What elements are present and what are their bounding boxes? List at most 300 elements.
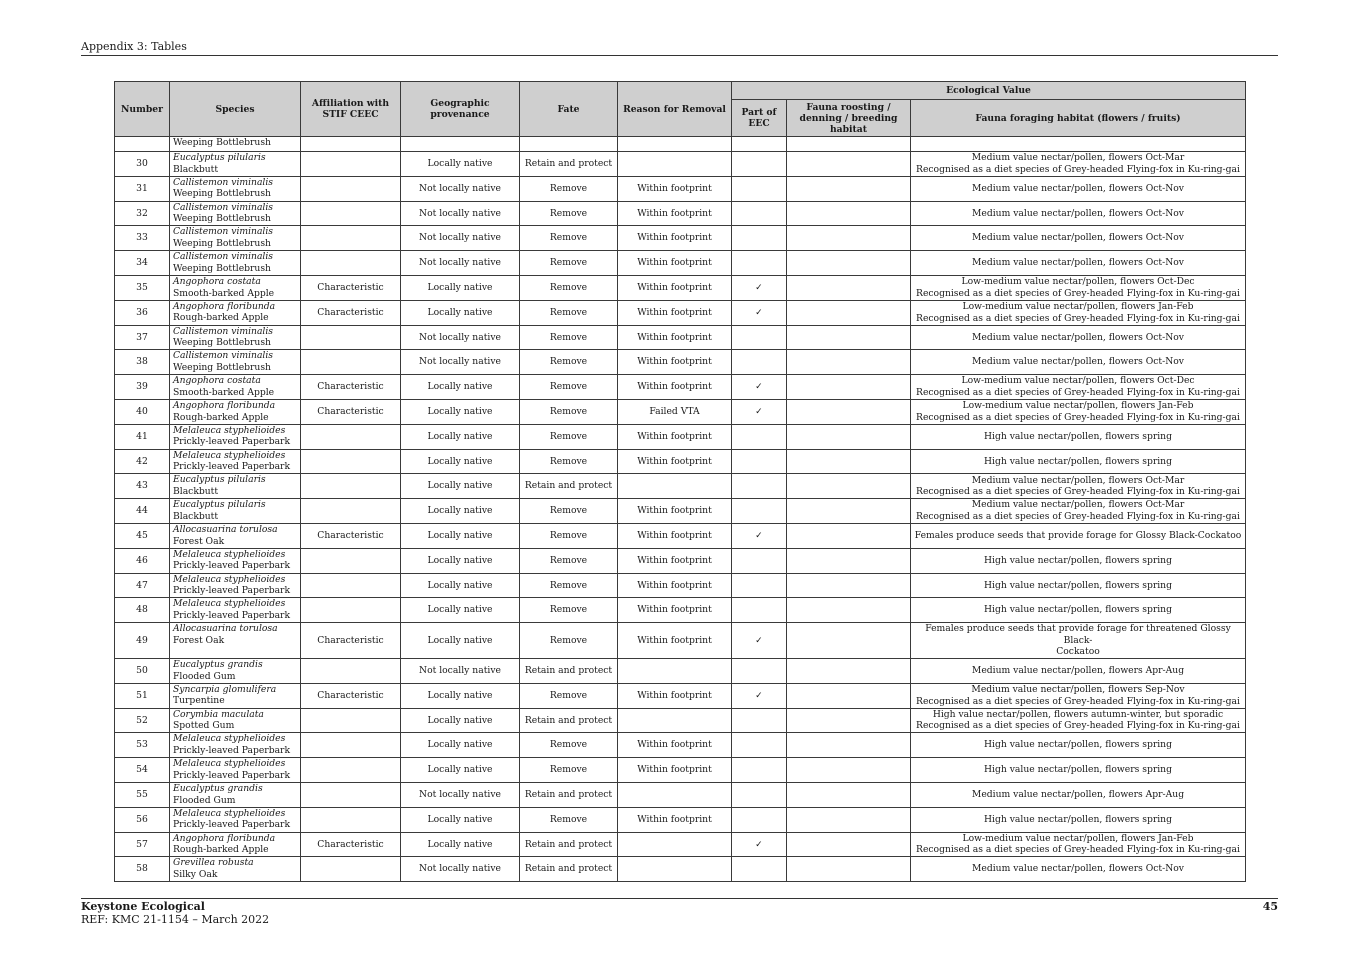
species-scientific-name: Angophora costata — [173, 375, 261, 387]
cell-roosting — [787, 782, 911, 807]
cell-eec-checkmark — [732, 733, 787, 758]
species-common-name: Prickly-leaved Paperbark — [173, 769, 291, 781]
foraging-line: Medium value nectar/pollen, flowers Oct-Mar — [971, 152, 1185, 164]
cell-roosting — [787, 658, 911, 683]
cell-roosting — [787, 226, 911, 251]
table-header — [115, 82, 1246, 137]
cell-affiliation — [301, 598, 401, 623]
table-row — [115, 325, 1246, 350]
cell-foraging — [911, 807, 1246, 832]
cell-fate: Retain and protect — [520, 782, 618, 807]
table-row — [115, 807, 1246, 832]
table-row — [115, 658, 1246, 683]
cell-eec-checkmark — [732, 573, 787, 598]
col-provenance-header: Geographic provenance — [401, 82, 520, 137]
foraging-line: Recognised as a diet species of Grey-headed Flying-fox in Ku-ring-gai — [916, 844, 1240, 856]
species-common-name: Smooth-barked Apple — [173, 287, 275, 299]
cell-foraging — [911, 573, 1246, 598]
species-common-name: Blackbutt — [173, 510, 219, 522]
foraging-line: Low-medium value nectar/pollen, flowers Jan-Feb — [962, 832, 1194, 844]
cell-species — [170, 683, 301, 708]
table-row — [115, 449, 1246, 474]
cell-species — [170, 424, 301, 449]
cell-provenance: Not locally native — [401, 176, 520, 201]
cell-reason — [618, 832, 732, 857]
cell-number: 45 — [115, 523, 170, 548]
species-common-name: Turpentine — [173, 695, 225, 707]
species-common-name: Weeping Bottlebrush — [173, 337, 271, 349]
cell-provenance: Locally native — [401, 399, 520, 424]
cell-affiliation — [301, 325, 401, 350]
cell-eec-checkmark — [732, 598, 787, 623]
cell-provenance: Locally native — [401, 598, 520, 623]
cell-affiliation — [301, 782, 401, 807]
species-common-name: Prickly-leaved Paperbark — [173, 609, 291, 621]
cell-fate: Remove — [520, 523, 618, 548]
species-scientific-name: Eucalyptus grandis — [173, 658, 263, 670]
species-common-name: Rough-barked Apple — [173, 411, 269, 423]
species-scientific-name: Eucalyptus pilularis — [173, 474, 266, 486]
cell-species — [170, 226, 301, 251]
cell-reason — [618, 708, 732, 733]
cell-species — [170, 251, 301, 276]
cell-eec-checkmark — [732, 782, 787, 807]
cell-roosting — [787, 807, 911, 832]
cell-reason: Within footprint — [618, 275, 732, 300]
cell-foraging — [911, 275, 1246, 300]
cell-fate: Remove — [520, 548, 618, 573]
cell-eec-checkmark — [732, 499, 787, 524]
cell-fate: Remove — [520, 598, 618, 623]
cell-eec-checkmark — [732, 548, 787, 573]
cell-number: 34 — [115, 251, 170, 276]
cell-number: 50 — [115, 658, 170, 683]
cell-fate: Remove — [520, 573, 618, 598]
col-roosting-header: Fauna roosting / denning / breeding habitat — [787, 100, 911, 137]
cell-provenance: Not locally native — [401, 201, 520, 226]
cell-species — [170, 548, 301, 573]
species-common-name: Blackbutt — [173, 163, 219, 175]
cell-roosting — [787, 399, 911, 424]
cell-species — [170, 523, 301, 548]
foraging-line: Medium value nectar/pollen, flowers Oct-Nov — [972, 356, 1184, 368]
cell-foraging — [911, 623, 1246, 659]
cell-fate: Remove — [520, 325, 618, 350]
col-fate-header: Fate — [520, 82, 618, 137]
cell-roosting — [787, 449, 911, 474]
cell-eec-checkmark — [732, 201, 787, 226]
cell-reason: Within footprint — [618, 325, 732, 350]
cell-number: 54 — [115, 758, 170, 783]
cell-fate: Remove — [520, 226, 618, 251]
cell-provenance: Locally native — [401, 499, 520, 524]
foraging-line: Medium value nectar/pollen, flowers Apr-Aug — [971, 789, 1185, 800]
cell-foraging — [911, 325, 1246, 350]
species-common-name: Forest Oak — [173, 634, 225, 646]
foraging-line: Females produce seeds that provide forage for Glossy Black-Cockatoo — [914, 530, 1242, 542]
foraging-line: Recognised as a diet species of Grey-headed Flying-fox in Ku-ring-gai — [916, 695, 1240, 707]
cell-provenance: Locally native — [401, 152, 520, 177]
cell-roosting — [787, 523, 911, 548]
cell-affiliation — [301, 152, 401, 177]
table-row — [115, 573, 1246, 598]
cell-provenance: Locally native — [401, 375, 520, 400]
cell-affiliation: Characteristic — [301, 683, 401, 708]
cell-species — [170, 708, 301, 733]
table-row — [115, 474, 1246, 499]
cell-fate: Remove — [520, 399, 618, 424]
footer-company: Keystone Ecological — [81, 900, 205, 913]
table-row — [115, 733, 1246, 758]
cell-number: 48 — [115, 598, 170, 623]
cell-reason — [618, 658, 732, 683]
cell-eec-checkmark — [732, 449, 787, 474]
table-body — [115, 137, 1246, 882]
cell-provenance: Locally native — [401, 424, 520, 449]
cell-roosting — [787, 708, 911, 733]
cell-eec-checkmark: ✓ — [732, 683, 787, 708]
tree-assessment-table — [114, 81, 1246, 882]
table-row — [115, 758, 1246, 783]
cell-affiliation — [301, 424, 401, 449]
species-common-name: Rough-barked Apple — [173, 844, 269, 856]
cell-provenance: Not locally native — [401, 251, 520, 276]
col-eec-header: Part of EEC — [732, 100, 787, 137]
cell-fate: Remove — [520, 449, 618, 474]
cell-reason: Within footprint — [618, 548, 732, 573]
cell-roosting — [787, 201, 911, 226]
foraging-line: Recognised as a diet species of Grey-headed Flying-fox in Ku-ring-gai — [916, 287, 1240, 299]
species-scientific-name: Melaleuca styphelioides — [173, 598, 286, 610]
cell-reason: Within footprint — [618, 807, 732, 832]
cell-roosting — [787, 251, 911, 276]
species-scientific-name: Melaleuca styphelioides — [173, 573, 286, 585]
cell-number: 57 — [115, 832, 170, 857]
page-header: Appendix 3: Tables — [81, 40, 187, 53]
table-row — [115, 251, 1246, 276]
foraging-line: Low-medium value nectar/pollen, flowers Jan-Feb — [962, 400, 1194, 412]
cell-provenance: Locally native — [401, 758, 520, 783]
cell-foraging — [911, 449, 1246, 474]
foraging-line: Medium value nectar/pollen, flowers Oct-Nov — [972, 331, 1184, 343]
col-foraging-header: Fauna foraging habitat (flowers / fruits) — [911, 100, 1246, 137]
cell-species — [170, 399, 301, 424]
cell-provenance: Locally native — [401, 623, 520, 659]
species-common-name: Prickly-leaved Paperbark — [173, 560, 291, 572]
cell-affiliation — [301, 708, 401, 733]
species-scientific-name: Melaleuca styphelioides — [173, 548, 286, 560]
foraging-line: Recognised as a diet species of Grey-headed Flying-fox in Ku-ring-gai — [916, 411, 1240, 423]
cell-species — [170, 201, 301, 226]
cell-number: 43 — [115, 474, 170, 499]
cell-reason: Within footprint — [618, 683, 732, 708]
cell-roosting — [787, 176, 911, 201]
cell-roosting — [787, 375, 911, 400]
cell-species — [170, 375, 301, 400]
cell-affiliation — [301, 857, 401, 882]
cell-foraging — [911, 176, 1246, 201]
foraging-line: Recognised as a diet species of Grey-headed Flying-fox in Ku-ring-gai — [916, 312, 1240, 324]
cell-foraging — [911, 832, 1246, 857]
cell-eec-checkmark — [732, 474, 787, 499]
cell-affiliation: Characteristic — [301, 832, 401, 857]
foraging-line: Medium value nectar/pollen, flowers Sep-Nov — [971, 684, 1185, 696]
cell-species — [170, 152, 301, 177]
foraging-line: High value nectar/pollen, flowers spring — [984, 455, 1172, 467]
cell-number: 44 — [115, 499, 170, 524]
cell-species — [170, 137, 301, 152]
cell-affiliation — [301, 499, 401, 524]
cell-provenance: Not locally native — [401, 857, 520, 882]
species-scientific-name: Eucalyptus pilularis — [173, 152, 266, 163]
cell-reason: Within footprint — [618, 350, 732, 375]
cell-fate: Remove — [520, 424, 618, 449]
cell-affiliation: Characteristic — [301, 399, 401, 424]
cell-provenance: Not locally native — [401, 350, 520, 375]
species-common-name: Forest Oak — [173, 535, 225, 547]
cell-foraging — [911, 598, 1246, 623]
cell-number: 47 — [115, 573, 170, 598]
col-affiliation-header: Affiliation with STIF CEEC — [301, 82, 401, 137]
species-common-name: Prickly-leaved Paperbark — [173, 585, 291, 597]
cell-provenance: Not locally native — [401, 782, 520, 807]
species-scientific-name: Melaleuca styphelioides — [173, 733, 286, 745]
cell-roosting — [787, 623, 911, 659]
table-row — [115, 275, 1246, 300]
cell-species — [170, 857, 301, 882]
table-row — [115, 300, 1246, 325]
cell-reason — [618, 857, 732, 882]
cell-species — [170, 832, 301, 857]
cell-affiliation — [301, 658, 401, 683]
cell-fate: Remove — [520, 623, 618, 659]
cell-foraging — [911, 499, 1246, 524]
cell-reason: Within footprint — [618, 176, 732, 201]
cell-fate: Remove — [520, 683, 618, 708]
cell-number: 40 — [115, 399, 170, 424]
cell-affiliation — [301, 807, 401, 832]
cell-reason: Within footprint — [618, 375, 732, 400]
cell-eec-checkmark — [732, 424, 787, 449]
cell-affiliation: Characteristic — [301, 523, 401, 548]
species-scientific-name: Eucalyptus grandis — [173, 782, 263, 794]
species-scientific-name: Callistemon viminalis — [173, 201, 274, 213]
cell-provenance: Locally native — [401, 474, 520, 499]
cell-roosting — [787, 548, 911, 573]
page-number: 45 — [1262, 900, 1278, 913]
cell-roosting — [787, 573, 911, 598]
cell-reason: Within footprint — [618, 623, 732, 659]
cell-provenance: Locally native — [401, 708, 520, 733]
cell-species — [170, 350, 301, 375]
species-common-name: Silky Oak — [173, 868, 218, 880]
cell-provenance: Not locally native — [401, 226, 520, 251]
foraging-line: High value nectar/pollen, flowers spring — [984, 739, 1172, 751]
species-scientific-name: Angophora floribunda — [173, 399, 276, 411]
cell-reason: Within footprint — [618, 523, 732, 548]
species-common-name: Spotted Gum — [173, 720, 235, 732]
cell-number: 55 — [115, 782, 170, 807]
foraging-line: High value nectar/pollen, flowers spring — [984, 813, 1172, 825]
cell-foraging — [911, 399, 1246, 424]
cell-provenance: Locally native — [401, 275, 520, 300]
species-scientific-name: Syncarpia glomulifera — [173, 683, 277, 695]
cell-species — [170, 658, 301, 683]
cell-fate: Retain and protect — [520, 152, 618, 177]
foraging-line: Recognised as a diet species of Grey-headed Flying-fox in Ku-ring-gai — [916, 486, 1240, 498]
cell-affiliation: Characteristic — [301, 623, 401, 659]
cell-provenance: Locally native — [401, 683, 520, 708]
species-scientific-name: Grevillea robusta — [173, 857, 254, 869]
cell-affiliation — [301, 733, 401, 758]
cell-species — [170, 176, 301, 201]
cell-fate: Remove — [520, 499, 618, 524]
foraging-line: Recognised as a diet species of Grey-headed Flying-fox in Ku-ring-gai — [916, 387, 1240, 399]
cell-foraging — [911, 375, 1246, 400]
cell-roosting — [787, 325, 911, 350]
cell-eec-checkmark: ✓ — [732, 623, 787, 659]
cell-provenance: Locally native — [401, 449, 520, 474]
cell-number: 41 — [115, 424, 170, 449]
cell-foraging — [911, 758, 1246, 783]
species-scientific-name: Callistemon viminalis — [173, 176, 274, 188]
cell-reason: Within footprint — [618, 449, 732, 474]
table-row — [115, 548, 1246, 573]
cell-number: 56 — [115, 807, 170, 832]
foraging-line: Medium value nectar/pollen, flowers Oct-Nov — [972, 207, 1184, 219]
cell-fate: Remove — [520, 275, 618, 300]
cell-species — [170, 300, 301, 325]
cell-reason — [618, 782, 732, 807]
cell-roosting — [787, 300, 911, 325]
species-common-name: Weeping Bottlebrush — [173, 237, 271, 249]
cell-number — [115, 137, 170, 152]
foraging-line: High value nectar/pollen, flowers spring — [984, 430, 1172, 442]
species-common-name: Weeping Bottlebrush — [173, 137, 271, 148]
cell-number: 49 — [115, 623, 170, 659]
cell-fate: Retain and protect — [520, 857, 618, 882]
species-common-name: Prickly-leaved Paperbark — [173, 436, 291, 448]
foraging-line: Females produce seeds that provide forage for threatened Glossy Black- — [925, 623, 1231, 646]
cell-fate: Remove — [520, 733, 618, 758]
cell-roosting — [787, 683, 911, 708]
species-common-name: Prickly-leaved Paperbark — [173, 461, 291, 473]
cell-affiliation — [301, 251, 401, 276]
cell-eec-checkmark — [732, 807, 787, 832]
cell-roosting — [787, 598, 911, 623]
foraging-line: High value nectar/pollen, flowers spring — [984, 604, 1172, 616]
table-row — [115, 782, 1246, 807]
cell-provenance: Locally native — [401, 807, 520, 832]
cell-number: 58 — [115, 857, 170, 882]
cell-foraging — [911, 201, 1246, 226]
cell-foraging — [911, 683, 1246, 708]
cell-number: 30 — [115, 152, 170, 177]
cell-fate: Remove — [520, 251, 618, 276]
cell-species — [170, 782, 301, 807]
species-scientific-name: Eucalyptus pilularis — [173, 499, 266, 511]
foraging-line: Recognised as a diet species of Grey-headed Flying-fox in Ku-ring-gai — [916, 720, 1240, 732]
table-row — [115, 152, 1246, 177]
species-common-name: Blackbutt — [173, 485, 219, 497]
cell-fate: Remove — [520, 807, 618, 832]
cell-eec-checkmark: ✓ — [732, 275, 787, 300]
cell-number: 38 — [115, 350, 170, 375]
cell-roosting — [787, 474, 911, 499]
cell-reason: Failed VTA — [618, 399, 732, 424]
cell-species — [170, 325, 301, 350]
cell-species — [170, 474, 301, 499]
cell-foraging — [911, 300, 1246, 325]
cell-reason: Within footprint — [618, 499, 732, 524]
footer — [81, 900, 269, 926]
cell-fate: Retain and protect — [520, 658, 618, 683]
foraging-line: Medium value nectar/pollen, flowers Oct-Nov — [972, 257, 1184, 269]
table-row — [115, 226, 1246, 251]
cell-reason: Within footprint — [618, 300, 732, 325]
foraging-line: Recognised as a diet species of Grey-headed Flying-fox in Ku-ring-gai — [916, 163, 1240, 175]
table-row — [115, 201, 1246, 226]
cell-foraging — [911, 857, 1246, 882]
col-reason-header: Reason for Removal — [618, 82, 732, 137]
cell-number: 35 — [115, 275, 170, 300]
foraging-line: High value nectar/pollen, flowers spring — [984, 554, 1172, 566]
cell-fate: Retain and protect — [520, 832, 618, 857]
cell-affiliation — [301, 758, 401, 783]
species-scientific-name: Callistemon viminalis — [173, 251, 274, 263]
cell-foraging — [911, 424, 1246, 449]
cell-eec-checkmark: ✓ — [732, 375, 787, 400]
foraging-line: Medium value nectar/pollen, flowers Oct-Mar — [971, 499, 1185, 511]
foraging-line: Medium value nectar/pollen, flowers Oct-Nov — [972, 232, 1184, 244]
species-common-name: Weeping Bottlebrush — [173, 213, 271, 225]
cell-affiliation — [301, 474, 401, 499]
col-species-header: Species — [170, 82, 301, 137]
foraging-line: Low-medium value nectar/pollen, flowers Oct-Dec — [961, 375, 1195, 387]
foraging-line: Recognised as a diet species of Grey-headed Flying-fox in Ku-ring-gai — [916, 511, 1240, 523]
foraging-line: Cockatoo — [1056, 646, 1100, 658]
species-common-name: Smooth-barked Apple — [173, 386, 275, 398]
species-scientific-name: Callistemon viminalis — [173, 226, 274, 238]
cell-number: 53 — [115, 733, 170, 758]
cell-provenance: Locally native — [401, 832, 520, 857]
cell-foraging — [911, 226, 1246, 251]
cell-reason: Within footprint — [618, 201, 732, 226]
cell-number: 37 — [115, 325, 170, 350]
species-scientific-name: Allocasuarina torulosa — [173, 523, 278, 535]
cell-affiliation — [301, 449, 401, 474]
foraging-line: High value nectar/pollen, flowers spring — [984, 764, 1172, 776]
cell-provenance: Locally native — [401, 300, 520, 325]
cell-fate: Remove — [520, 375, 618, 400]
table-row — [115, 424, 1246, 449]
cell-roosting — [787, 424, 911, 449]
cell-fate: Retain and protect — [520, 708, 618, 733]
cell-number: 32 — [115, 201, 170, 226]
cell-eec-checkmark: ✓ — [732, 399, 787, 424]
cell-eec-checkmark — [732, 176, 787, 201]
foraging-line: Medium value nectar/pollen, flowers Oct-Mar — [971, 474, 1185, 486]
table-row — [115, 350, 1246, 375]
cell-foraging — [911, 708, 1246, 733]
cell-reason: Within footprint — [618, 251, 732, 276]
species-scientific-name: Angophora floribunda — [173, 300, 276, 312]
cell-foraging — [911, 474, 1246, 499]
cell-foraging — [911, 782, 1246, 807]
foraging-line: Low-medium value nectar/pollen, flowers Oct-Dec — [961, 276, 1195, 288]
cell-reason: Within footprint — [618, 598, 732, 623]
cell-species — [170, 499, 301, 524]
